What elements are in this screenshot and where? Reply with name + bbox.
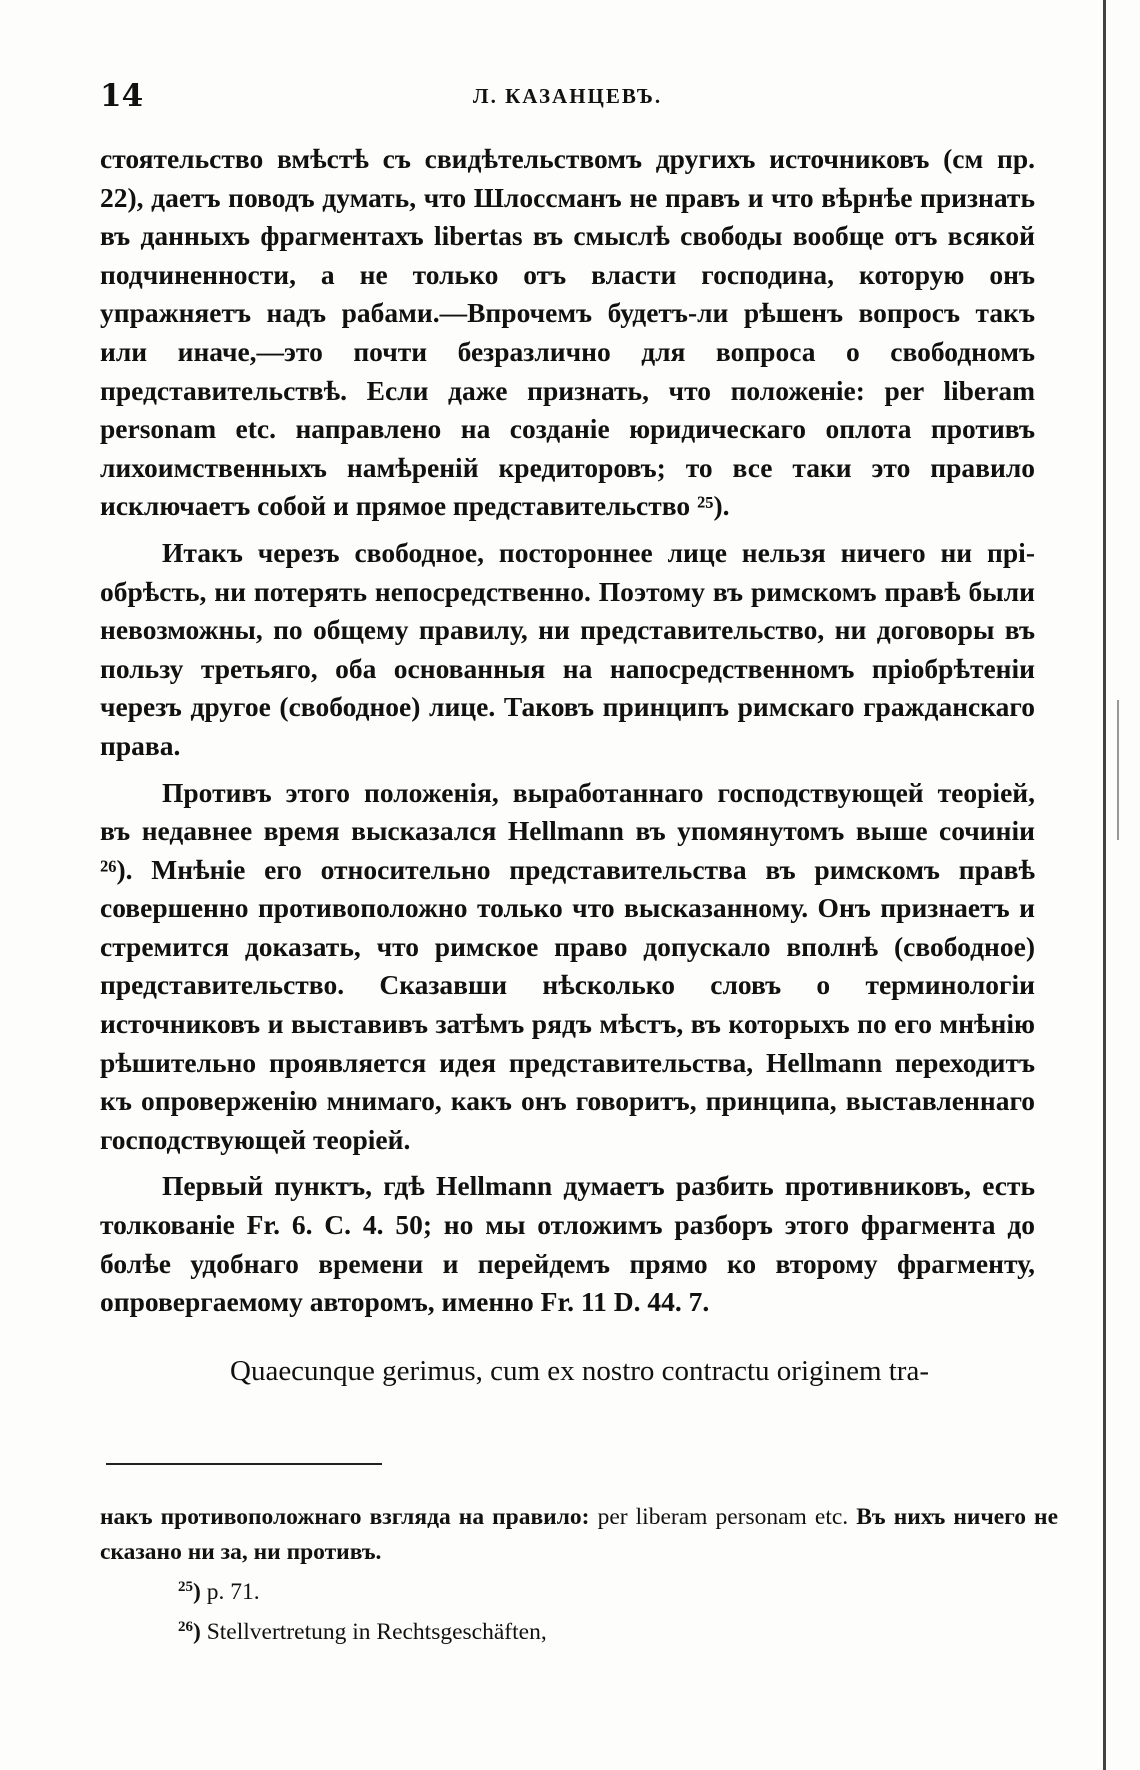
footnote-text: Stellvertretung in Rechtsgeschäften,: [206, 1619, 547, 1645]
paragraph-4: Первый пунктъ, гдѣ Hellmann думаетъ разбить противниковъ, есть толкованіе Fr. 6. C. 4. 50; но мы отложимъ разборъ этого фрагмента до болѣе удобнаго времени и перейдемъ прямо ко второму фрагменту, опровергаемому авторомъ, именно Fr. 11 D. 44. 7.: [100, 1170, 1035, 1318]
page-number: 14: [100, 78, 144, 114]
footnote-number: 25: [178, 1579, 193, 1595]
footnote-continuation-tail: Въ нихъ ничего не сказано ни за, ни противъ.: [100, 1504, 1059, 1565]
main-text: [100, 140, 1035, 1398]
footnote-26: $^{26}$) Stellvertretung in Rechtsgeschäften,: [178, 1619, 547, 1645]
footnote-text: p. 71.: [206, 1579, 260, 1605]
footnote-continuation-latin: per liberam personam etc.: [597, 1504, 849, 1530]
footnotes: [100, 1500, 1058, 1650]
footnote-25: $^{25}$) p. 71.: [178, 1579, 260, 1605]
page-header: [100, 78, 1035, 118]
paragraph-1: стоятельство вмѣстѣ съ свидѣтельствомъ другихъ источниковъ (см пр. 22), даетъ поводъ думать, что Шлоссманъ не правъ и что вѣрнѣе признать въ данныхъ фрагментахъ libertas въ смыслѣ свободы вообще отъ всякой подчиненности, а не только отъ власти господина, которую онъ упражняетъ надъ рабами.—Впрочемъ будетъ-ли рѣшенъ вопросъ такъ или иначе,—это почти безразлично для вопроса о свободномъ представительствѣ. Если даже признать, что положеніе: per liberam personam etc. направлено на созданіе юридическаго оплота противъ лихоимственныхъ намѣреній кредиторовъ; то все таки это правило исключаетъ собой и прямое представительство ²⁵).: [100, 143, 1035, 522]
paragraph-2: Итакъ черезъ свободное, постороннее лице нельзя ничего ни пріобрѣсть, ни потерять непосредственно. Поэтому въ римскомъ правѣ были невозможны, по общему правилу, ни представительство, ни договоры въ пользу третьяго, оба основанныя на напосредственномъ пріобрѣтеніи черезъ другое (свободное) лице. Таковъ принципъ римскаго гражданскаго права.: [100, 536, 1035, 761]
page-edge-mark: [1117, 700, 1119, 840]
footnote-continuation: [100, 1500, 1058, 1570]
footnote-separator: [106, 1463, 382, 1465]
footnote-continuation-lead: накъ противоположнаго взгляда на правило:: [100, 1504, 590, 1530]
running-head: Л. КАЗАНЦЕВЪ.: [472, 84, 663, 108]
footnote-number: 26: [178, 1619, 193, 1635]
page-edge-line: [1103, 0, 1106, 1770]
paragraph-3: Противъ этого положенія, выработаннаго господствующей теоріей, въ недавнее время высказался Hellmann въ упомянутомъ выше сочиніи ²⁶). Мнѣніе его относительно представительства въ римскомъ правѣ совершенно противоположно только что высказанному. Онъ признаетъ и стремится доказать, что римское право допускало вполнѣ (свободное) представительство. Сказавши нѣсколько словъ о терминологіи источниковъ и выставивъ затѣмъ рядъ мѣстъ, въ которыхъ по его мнѣнію рѣшительно проявляется идея представительства, Hellmann переходитъ къ опроверженію мнимаго, какъ онъ говоритъ, принципа, выставленнаго господствующей теоріей.: [100, 776, 1035, 1155]
latin-quote: Quaecunque gerimus, cum ex nostro contractu originem tra-: [230, 1354, 929, 1387]
